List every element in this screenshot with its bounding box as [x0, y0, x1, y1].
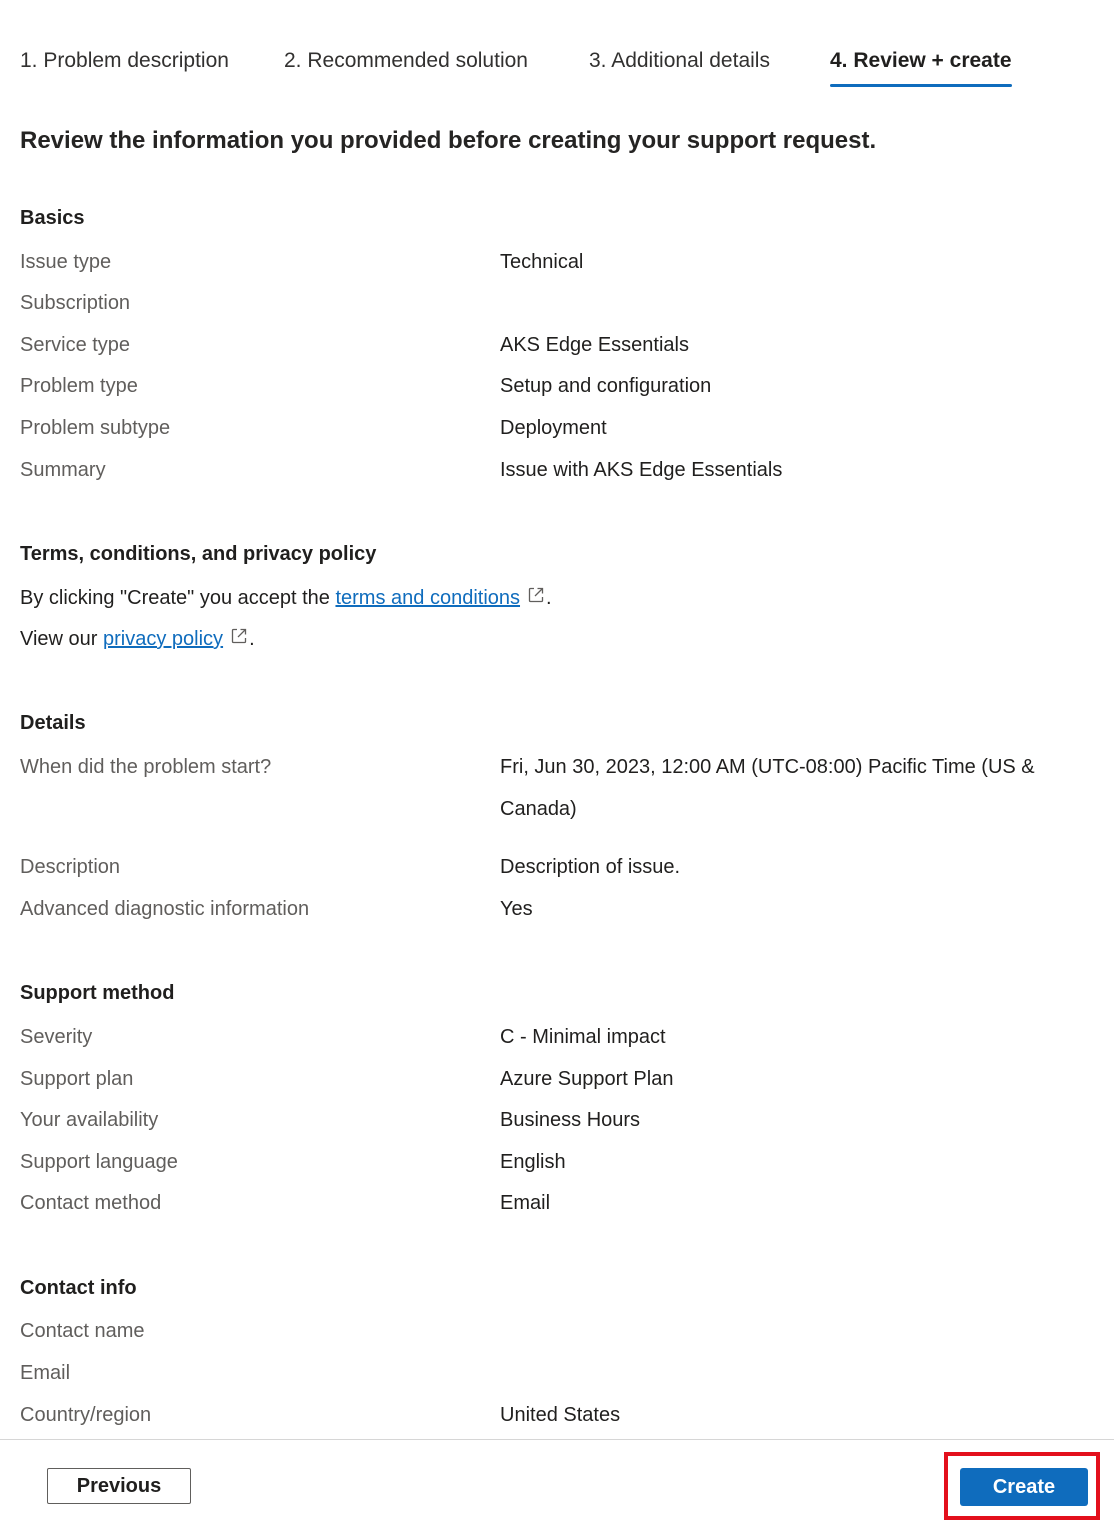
value-summary: Issue with AKS Edge Essentials: [500, 459, 783, 481]
value-availability: Business Hours: [500, 1109, 641, 1131]
value-service-type: AKS Edge Essentials: [500, 334, 689, 356]
page-intro: Review the information you provided before creating your support request.: [20, 127, 877, 154]
value-support-language: English: [500, 1151, 566, 1173]
terms-line: [20, 583, 552, 613]
section-title-support-method: Support method: [20, 982, 175, 1004]
tab-review-create[interactable]: 4. Review + create: [830, 44, 1012, 78]
terms-suffix: .: [546, 587, 552, 609]
value-country-region: United States: [500, 1404, 621, 1426]
terms-and-conditions-link[interactable]: terms and conditions: [335, 587, 521, 609]
privacy-line: [20, 624, 255, 654]
value-contact-method: Email: [500, 1192, 551, 1214]
label-contact-method: Contact method: [20, 1192, 162, 1214]
section-title-contact-info: Contact info: [20, 1277, 137, 1299]
footer-divider: [0, 1439, 1114, 1440]
label-support-plan: Support plan: [20, 1068, 134, 1090]
label-summary: Summary: [20, 459, 106, 481]
privacy-prefix: View our: [20, 628, 98, 650]
label-issue-type: Issue type: [20, 251, 112, 273]
value-problem-start: Fri, Jun 30, 2023, 12:00 AM (UTC-08:00) Pacific Time (US & Canada): [500, 756, 1035, 820]
label-availability: Your availability: [20, 1109, 159, 1131]
label-support-language: Support language: [20, 1151, 178, 1173]
label-description: Description: [20, 856, 121, 878]
tab-recommended-solution[interactable]: 2. Recommended solution: [284, 49, 528, 72]
external-link-icon[interactable]: [526, 585, 546, 605]
section-title-details: Details: [20, 712, 86, 734]
label-severity: Severity: [20, 1026, 93, 1048]
label-email: Email: [20, 1362, 71, 1384]
value-severity: C - Minimal impact: [500, 1026, 666, 1048]
value-issue-type: Technical: [500, 251, 584, 273]
section-title-basics: Basics: [20, 207, 85, 229]
previous-button[interactable]: Previous: [47, 1468, 191, 1504]
label-contact-name: Contact name: [20, 1320, 145, 1342]
label-problem-subtype: Problem subtype: [20, 417, 171, 439]
value-advanced-diagnostic: Yes: [500, 898, 533, 920]
label-subscription: Subscription: [20, 292, 131, 314]
label-advanced-diagnostic: Advanced diagnostic information: [20, 898, 310, 920]
value-problem-subtype: Deployment: [500, 417, 607, 439]
value-support-plan: Azure Support Plan: [500, 1068, 674, 1090]
tab-problem-description[interactable]: 1. Problem description: [20, 49, 229, 72]
label-problem-start: When did the problem start?: [20, 756, 272, 778]
create-button[interactable]: Create: [960, 1468, 1088, 1506]
privacy-suffix: .: [249, 628, 255, 650]
label-country-region: Country/region: [20, 1404, 152, 1426]
section-title-terms: Terms, conditions, and privacy policy: [20, 543, 377, 565]
value-description: Description of issue.: [500, 856, 681, 878]
external-link-icon[interactable]: [229, 626, 249, 646]
privacy-policy-link[interactable]: privacy policy: [103, 628, 224, 650]
label-service-type: Service type: [20, 334, 131, 356]
value-problem-type: Setup and configuration: [500, 375, 712, 397]
tab-additional-details[interactable]: 3. Additional details: [589, 49, 770, 72]
terms-prefix: By clicking "Create" you accept the: [20, 587, 330, 609]
label-problem-type: Problem type: [20, 375, 138, 397]
